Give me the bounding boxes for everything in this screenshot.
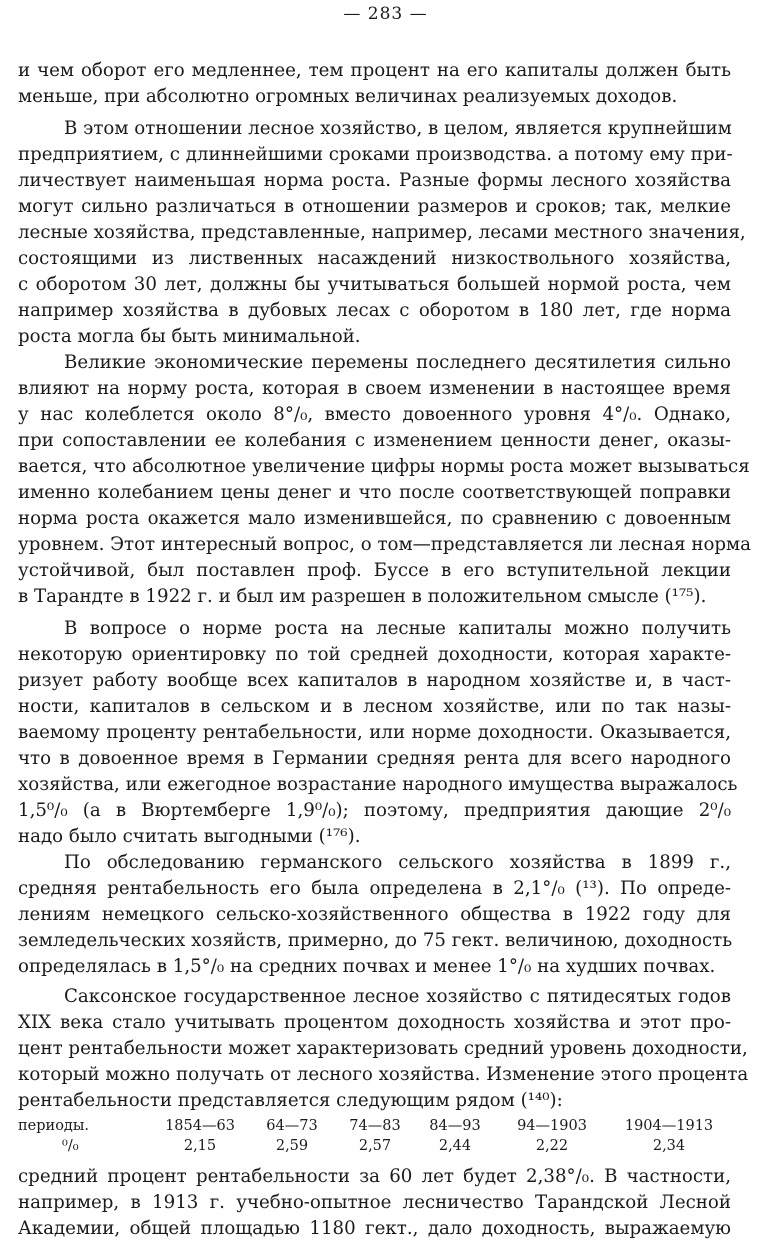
row-label-percent: ⁰/₀ <box>62 1138 79 1154</box>
text-line: ваемому проценту рентабельности, или норме доходности. Оказывается, <box>18 722 731 743</box>
period-cell: 1854—63 <box>165 1118 235 1134</box>
text-line: например хозяйства в дубовых лесах с оборотом в 180 лет, где норма <box>18 300 731 321</box>
text-line: влияют на норму роста, которая в своем изменении в настоящее время <box>18 378 731 399</box>
text-line: Академии, общей площадью 1180 гект., дало доходность, выражаемую <box>18 1218 731 1239</box>
paragraph-start: В этом отношении лесное хозяйство, в целом, является крупнейшим <box>64 118 732 139</box>
period-cell: 84—93 <box>429 1118 481 1134</box>
row-label-periods: периоды. <box>18 1118 89 1134</box>
text-line: например, в 1913 г. учебно-опытное лесничество Тарандской Лесной <box>18 1192 731 1213</box>
value-cell: 2,22 <box>535 1138 569 1154</box>
period-cell: 1904—1913 <box>624 1118 714 1134</box>
text-line: устойчивой, был поставлен проф. Буссе в его вступительной лекции <box>18 560 731 581</box>
text-line: могут сильно различаться в отношении размеров и сроков; так, мелкие <box>18 196 731 217</box>
value-cell: 2,57 <box>358 1138 392 1154</box>
paragraph-start: В вопросе о норме роста на лесные капиталы можно получить <box>64 618 731 639</box>
text-line: лесные хозяйства, представленные, например, лесами местного значения, <box>18 222 746 243</box>
text-line: норма роста окажется мало изменившейся, по сравнению с довоенным <box>18 508 731 529</box>
text-line: что в довоенное время в Германии средняя рента для всего народного <box>18 748 731 769</box>
text-line: в Тарандте в 1922 г. и был им разрешен в положительном смысле (¹⁷⁵). <box>18 586 707 607</box>
table-row-periods <box>18 1116 730 1136</box>
text-line: именно колебанием цены денег и что после соответствующей поправки <box>18 482 731 503</box>
paragraph-start: По обследованию германского сельского хозяйства в 1899 г., <box>64 852 731 873</box>
text-line: ризует работу вообще всех капиталов в народном хозяйстве и, в част- <box>18 670 731 691</box>
paragraph-start: Великие экономические перемены последнего десятилетия сильно <box>64 352 731 373</box>
text-line: с оборотом 30 лет, должны бы учитываться большей нормой роста, чем <box>18 274 731 295</box>
text-line: лениям немецкого сельско-хозяйственного общества в 1922 году для <box>18 904 731 925</box>
value-cell: 2,15 <box>183 1138 217 1154</box>
text-line: 1,5⁰/₀ (а в Вюртемберге 1,9⁰/₀); поэтому, предприятия дающие 2⁰/₀ <box>18 800 731 821</box>
period-cell: 64—73 <box>266 1118 318 1134</box>
profitability-table <box>18 1116 730 1156</box>
text-line: надо было считать выгодными (¹⁷⁶). <box>18 826 361 847</box>
text-line: уровнем. Этот интересный вопрос, о том—представляется ли лесная норма <box>18 534 752 555</box>
value-cell: 2,34 <box>652 1138 686 1154</box>
text-line: цент рентабельности может характеризовать средний уровень доходности, <box>18 1038 748 1059</box>
text-line: меньше, при абсолютно огромных величинах реализуемых доходов. <box>18 86 678 107</box>
paragraph-start: Саксонское государственное лесное хозяйство с пятидесятых годов <box>64 986 731 1007</box>
text-line: земледельческих хозяйств, примерно, до 75 гект. величиною, доходность <box>18 930 733 951</box>
text-line: который можно получать от лесного хозяйства. Изменение этого процента <box>18 1064 749 1085</box>
value-cell: 2,44 <box>438 1138 472 1154</box>
text-line: некоторую ориентировку по той средней доходности, которая характе- <box>18 644 731 665</box>
text-line: хозяйства, или ежегодное возрастание народного имущества выражалось <box>18 774 738 795</box>
text-line: при сопоставлении ее колебания с изменением ценности денег, оказы- <box>18 430 731 451</box>
text-line: у нас колеблется около 8°/₀, вместо довоенного уровня 4°/₀. Однако, <box>18 404 731 425</box>
text-line: роста могла бы быть минимальной. <box>18 326 361 347</box>
page-number: — 283 — <box>343 4 428 24</box>
text-line: средний процент рентабельности за 60 лет будет 2,38°/₀. В частности, <box>18 1166 731 1187</box>
text-line: определялась в 1,5°/₀ на средних почвах и менее 1°/₀ на худших почвах. <box>18 956 716 977</box>
table-row-values <box>18 1136 730 1156</box>
period-cell: 74—83 <box>349 1118 401 1134</box>
value-cell: 2,59 <box>275 1138 309 1154</box>
text-line: ности, капиталов в сельском и в лесном хозяйстве, или по так назы- <box>18 696 731 717</box>
text-line: личествует наименьшая норма роста. Разные формы лесного хозяйства <box>18 170 731 191</box>
text-line: средняя рентабельность его была определена в 2,1°/₀ (¹³). По опреде- <box>18 878 731 899</box>
text-line: XIX века стало учитывать процентом доходность хозяйства и этот про- <box>18 1012 731 1033</box>
text-line: состоящими из лиственных насаждений низкоствольного хозяйства, <box>18 248 731 269</box>
text-line: вается, что абсолютное увеличение цифры нормы роста может вызываться <box>18 456 750 477</box>
text-line: предприятием, с длиннейшими сроками производства. а потому ему при- <box>18 144 733 165</box>
period-cell: 94—1903 <box>517 1118 587 1134</box>
text-line: рентабельности представляется следующим рядом (¹⁴⁰): <box>18 1090 563 1111</box>
text-line: и чем оборот его медленнее, тем процент на его капиталы должен быть <box>18 60 731 81</box>
